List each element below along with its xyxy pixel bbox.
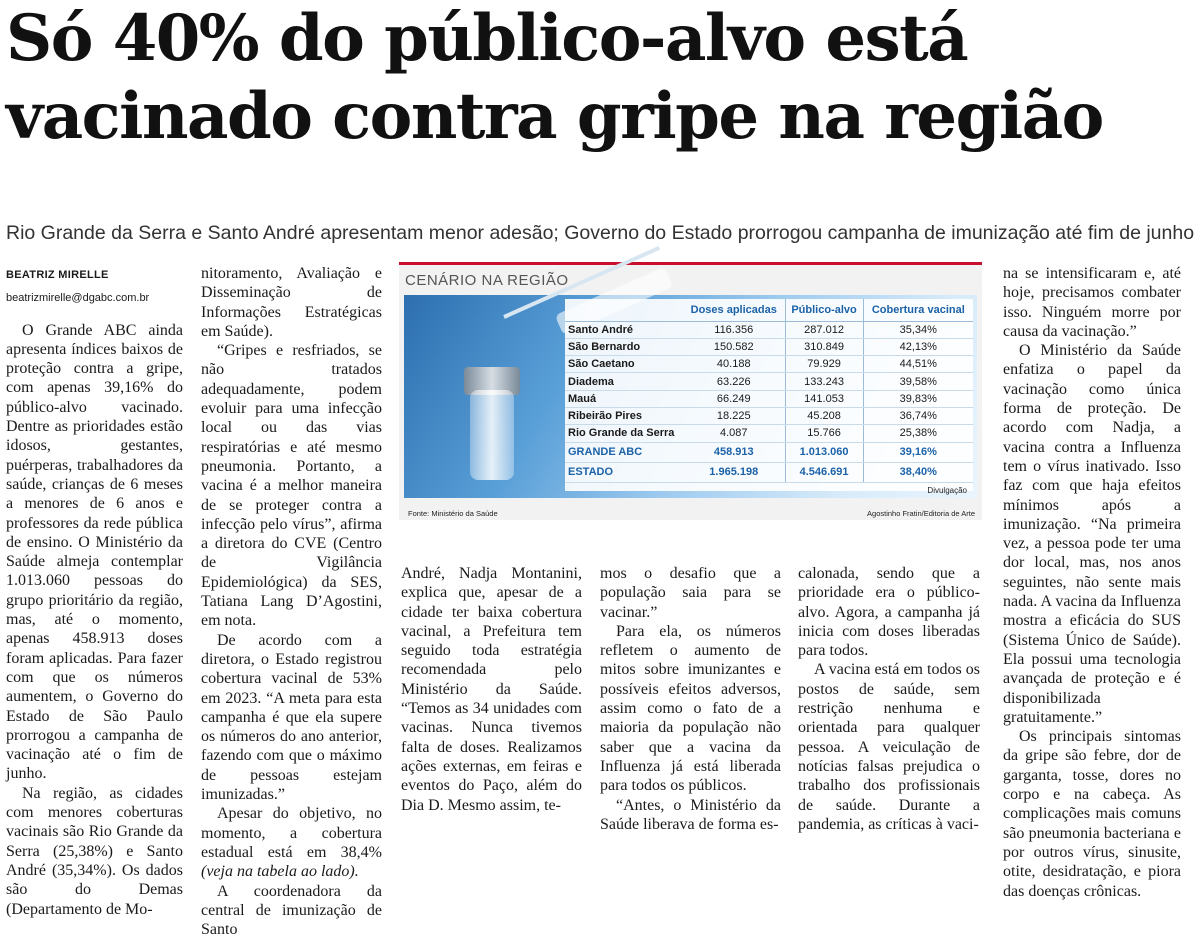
cell-cobertura: 25,38% [863,425,973,442]
headline-line-1: Só 40% do público-alvo está [6,0,1182,78]
table-row [565,373,973,390]
column-3 [401,564,582,815]
cell-doses: 40.188 [683,356,785,373]
cell-publico: 133.243 [785,373,863,390]
paragraph: A coordenadora da central de imunização de Santo [201,882,382,939]
subheadline: Rio Grande da Serra e Santo André apresentam menor adesão; Governo do Estado prorrogou campanha de imunização até fim de junho [6,222,1182,245]
cell-cobertura: 39,16% [863,442,973,462]
vaccination-table [565,299,973,491]
cell-city: ESTADO [565,462,683,482]
table-header-row [565,299,973,321]
paragraph: Para ela, os números refletem o aumento de mitos sobre imunizantes e possíveis efeitos adversos, assim como o fato de a maioria da população não saber que a vacina da Influenza já está liberada para todos os públicos. [600,622,781,796]
cell-publico: 79.929 [785,356,863,373]
cell-city: Rio Grande da Serra [565,425,683,442]
column-1 [6,266,183,919]
column-2 [201,264,382,939]
cell-doses: 150.582 [683,338,785,355]
author-name: BEATRIZ MIRELLE [6,266,183,285]
cell-publico: 287.012 [785,321,863,338]
cell-city: Ribeirão Pires [565,407,683,424]
headline [6,0,1182,156]
cell-city: Diadema [565,373,683,390]
cell-doses: 66.249 [683,390,785,407]
paragraph-text: Apesar do objetivo, no momento, a cobertura estadual está em 38,4% [201,805,382,861]
infobox-title: CENÁRIO NA REGIÃO [405,272,569,289]
table-total-row [565,462,973,482]
cell-publico: 1.013.060 [785,442,863,462]
table-row [565,356,973,373]
cell-doses: 4.087 [683,425,785,442]
cell-publico: 15.766 [785,425,863,442]
paragraph: Na região, as cidades com menores coberturas vacinais são Rio Grande da Serra (25,38%) e Santo André (35,34%). Os dados são do Demas (Departamento de Mo- [6,784,183,919]
cell-city: Mauá [565,390,683,407]
cell-city: Santo André [565,321,683,338]
photo-credit: Divulgação [927,486,967,495]
author-email[interactable]: beatrizmirelle@dgabc.com.br [6,289,183,308]
vial-icon [470,390,514,480]
paragraph: mos o desafio que a população saia para se vacinar.” [600,564,781,622]
cell-publico: 141.053 [785,390,863,407]
paragraph [201,804,382,881]
cell-cobertura: 39,58% [863,373,973,390]
paragraph: André, Nadja Montanini, explica que, apesar de a cidade ter baixa cobertura vacinal, a Prefeitura tem seguido toda estratégia recomendada pelo Ministério da Saúde. “Temos as 34 unidades com vacinas. Nunca tivemos falta de doses. Realizamos ações externas, em feiras e eventos do Paço, além do Dia D. Mesmo assim, te- [401,564,582,815]
cell-city: São Bernardo [565,338,683,355]
table-reference: (veja na tabela ao lado). [201,863,359,880]
vaccine-photo [404,295,977,498]
paragraph: na se intensificaram e, até hoje, precisamos combater isso. Ninguém morre por causa da vacinação.” [1003,264,1181,341]
table-row [565,407,973,424]
table-row [565,425,973,442]
cell-doses: 116.356 [683,321,785,338]
table-row [565,390,973,407]
cell-doses: 458.913 [683,442,785,462]
cell-city: São Caetano [565,356,683,373]
paragraph: calonada, sendo que a prioridade era o público-alvo. Agora, a campanha já inicia com doses liberadas para todos. [798,564,980,660]
cell-cobertura: 39,83% [863,390,973,407]
source-note: Fonte: Ministério da Saúde [408,509,498,518]
column-5 [798,564,980,834]
infobox [399,262,982,520]
paragraph: O Ministério da Saúde enfatiza o papel da vacinação como única forma de proteção. De acordo com Nadja, a vacina contra a Influenza tem o vírus inativado. Isso faz com que haja efeitos mínimos após a imunização. “Na primeira vez, a pessoa pode ter uma dor local, mas, nos anos seguintes, não sente mais nada. A vacina da Influenza mostra a eficácia do SUS (Sistema Único de Saúde). Ela possui uma tecnologia avançada de proteção e é disponibilizada gratuitamente.” [1003,341,1181,727]
cell-publico: 4.546.691 [785,462,863,482]
paragraph: “Gripes e resfriados, se não tratados adequadamente, podem evoluir para uma infecção local ou das vias respiratórias e até mesmo pneumonia. Portanto, a vacina é a melhor maneira de se proteger contra a infecção pelo vírus”, afirma a diretora do CVE (Centro de Vigilância Epidemiológica) da SES, Tatiana Lang D’Agostini, em nota. [201,341,382,630]
cell-cobertura: 38,40% [863,462,973,482]
cell-city: GRANDE ABC [565,442,683,462]
paragraph: De acordo com a diretora, o Estado registrou cobertura vacinal de 53% em 2023. “A meta para esta campanha é que ela supere os números do ano anterior, fazendo com que o máximo de pessoas estejam imunizadas.” [201,631,382,805]
header-publico: Público-alvo [785,299,863,321]
paragraph: Os principais sintomas da gripe são febre, dor de garganta, tosse, dores no corpo e na cabeça. As complicações mais comuns são pneumonia bacteriana e por outros vírus, sinusite, otite, desidratação, e piora das doenças crônicas. [1003,727,1181,901]
cell-cobertura: 35,34% [863,321,973,338]
cell-publico: 310.849 [785,338,863,355]
headline-line-2: vacinado contra gripe na região [6,78,1182,156]
cell-doses: 1.965.198 [683,462,785,482]
cell-doses: 18.225 [683,407,785,424]
header-doses: Doses aplicadas [683,299,785,321]
table-row [565,321,973,338]
header-cobertura: Cobertura vacinal [863,299,973,321]
cell-publico: 45.208 [785,407,863,424]
paragraph: nitoramento, Avaliação e Disseminação de Informações Estratégicas em Saúde). [201,264,382,341]
cell-doses: 63.226 [683,373,785,390]
column-4 [600,564,781,834]
art-credit: Agostinho Fratin/Editoria de Arte [867,509,975,518]
paragraph: “Antes, o Ministério da Saúde liberava de forma es- [600,796,781,835]
column-6 [1003,264,1181,901]
cell-cobertura: 44,51% [863,356,973,373]
cell-cobertura: 36,74% [863,407,973,424]
table-total-row [565,442,973,462]
header-blank [565,299,683,321]
paragraph: A vacina está em todos os postos de saúde, sem restrição nenhuma e orientada para qualquer pessoa. A veiculação de notícias falsas prejudica o trabalho dos profissionais de saúde. Durante a pandemia, as críticas à vaci- [798,660,980,834]
paragraph: O Grande ABC ainda apresenta índices baixos de proteção contra a gripe, com apenas 39,16% do público-alvo vacinado. Dentre as prioridades estão idosos, gestantes, puérperas, trabalhadores da saúde, crianças de 6 meses a menores de 6 anos e professores da rede pública de ensino. O Ministério da Saúde almeja contemplar 1.013.060 pessoas do grupo prioritário da região, mas, até o momento, apenas 458.913 doses foram aplicadas. Para fazer com que os números aumentem, o Governo do Estado de São Paulo prorrogou a campanha de vacinação até o fim de junho. [6,321,183,784]
table-row [565,338,973,355]
cell-cobertura: 42,13% [863,338,973,355]
